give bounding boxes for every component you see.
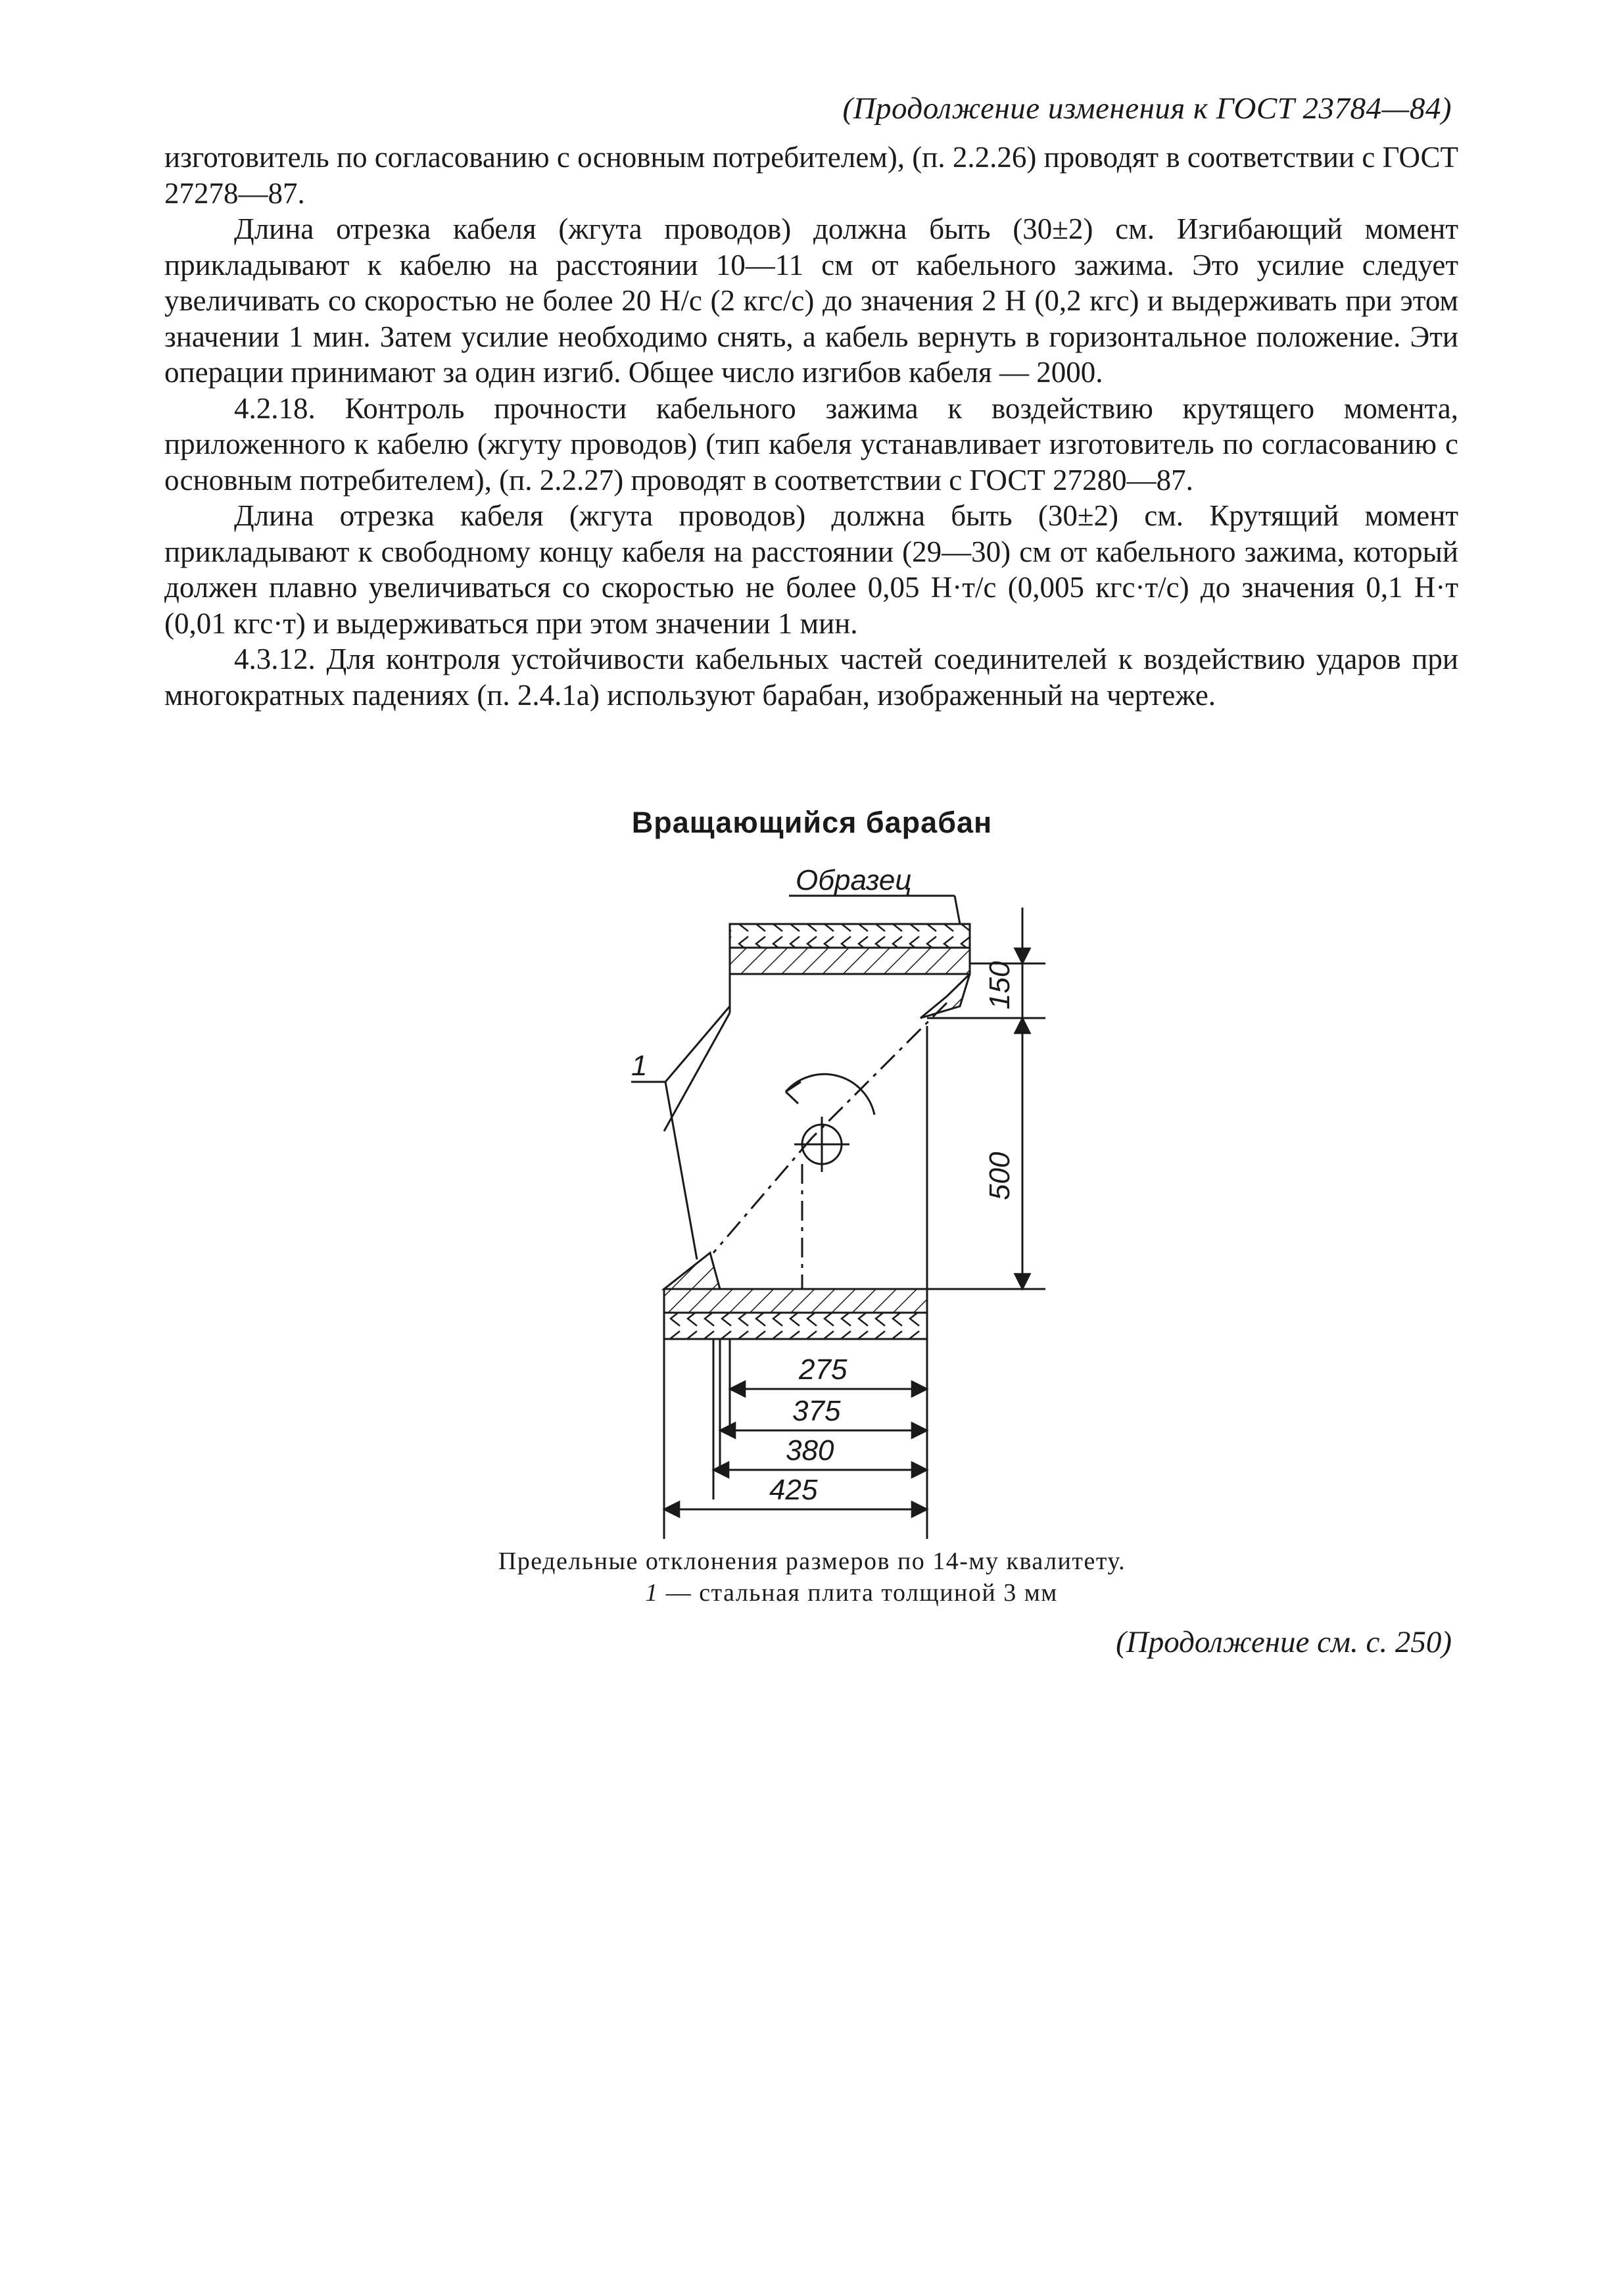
dim-500-label: 500	[984, 1152, 1016, 1200]
paragraph-1: изготовитель по согласованию с основным потребителем), (п. 2.2.26) проводят в соответствии с ГОСТ 27278—87.	[164, 141, 1459, 210]
dim-375-label: 375	[792, 1395, 841, 1427]
legend-number: 1	[645, 1579, 659, 1607]
top-plate-rubber	[730, 924, 970, 948]
sample-leader	[955, 896, 960, 924]
body-text	[164, 139, 1458, 713]
page-header: (Продолжение изменения к ГОСТ 23784—84)	[842, 91, 1452, 126]
dim-275-label: 275	[799, 1353, 848, 1386]
paragraph-2: Длина отрезка кабеля (жгута проводов) должна быть (30±2) см. Изгибающий момент прикладывают к кабелю на расстоянии 10—11 см от кабельного зажима. Это усилие следует увеличивать со скоростью не более 20 Н/с (2 кгс/с) до значения 2 Н (0,2 кгс) и выдерживать при этом значении 1 мин. Затем усилие необходимо снять, а кабель вернуть в горизонтальное положение. Эти операции принимают за один изгиб. Общее число изгибов кабеля — 2000.	[164, 212, 1458, 389]
sample-top	[920, 974, 970, 1018]
page-footer: (Продолжение см. с. 250)	[1116, 1625, 1452, 1659]
top-plate-steel	[730, 948, 970, 974]
paragraph-4: Длина отрезка кабеля (жгута проводов) должна быть (30±2) см. Крутящий момент прикладывают к свободному концу кабеля на расстоянии (29—30) см от кабельного зажима, который должен плавно увеличиваться со скоростью не более 0,05 Н·т/с (0,005 кгс·т/с) до значения 0,1 Н·т (0,01 кгс·т) и выдерживаться при этом значении 1 мин.	[164, 499, 1458, 640]
dim-150-label: 150	[984, 961, 1016, 1010]
legend-note	[0, 1578, 1624, 1607]
figure-title: Вращающийся барабан	[631, 806, 993, 839]
item-label: 1	[631, 1050, 648, 1082]
drum-drawing	[0, 855, 1624, 1552]
dim-380-label: 380	[786, 1434, 834, 1467]
item-leader-down	[665, 1082, 697, 1259]
center-diagonal-lower	[713, 1138, 812, 1253]
sample-label: Образец	[796, 864, 912, 896]
legend-text: — стальная плита толщиной 3 мм	[665, 1579, 1058, 1607]
drum-drawing-svg	[0, 855, 1624, 1552]
bottom-plate-steel	[664, 1289, 927, 1313]
sample-bottom	[664, 1253, 720, 1289]
paragraph-5: 4.3.12. Для контроля устойчивости кабельных частей соединителей к воздействию ударов при многократных падениях (п. 2.4.1а) используют барабан, изображенный на чертеже.	[164, 643, 1458, 712]
bottom-plate-rubber	[664, 1313, 927, 1339]
paragraph-3: 4.2.18. Контроль прочности кабельного зажима к воздействию крутящего момента, приложенного к кабелю (жгуту проводов) (тип кабеля устанавливает изготовитель по согласованию с основным потребителем), (п. 2.2.27) проводят в соответствии с ГОСТ 27280—87.	[164, 391, 1458, 497]
rotation-arc	[786, 1074, 874, 1115]
dim-425-label: 425	[769, 1474, 818, 1506]
tolerance-note: Предельные отклонения размеров по 14-му квалитету.	[498, 1547, 1126, 1575]
